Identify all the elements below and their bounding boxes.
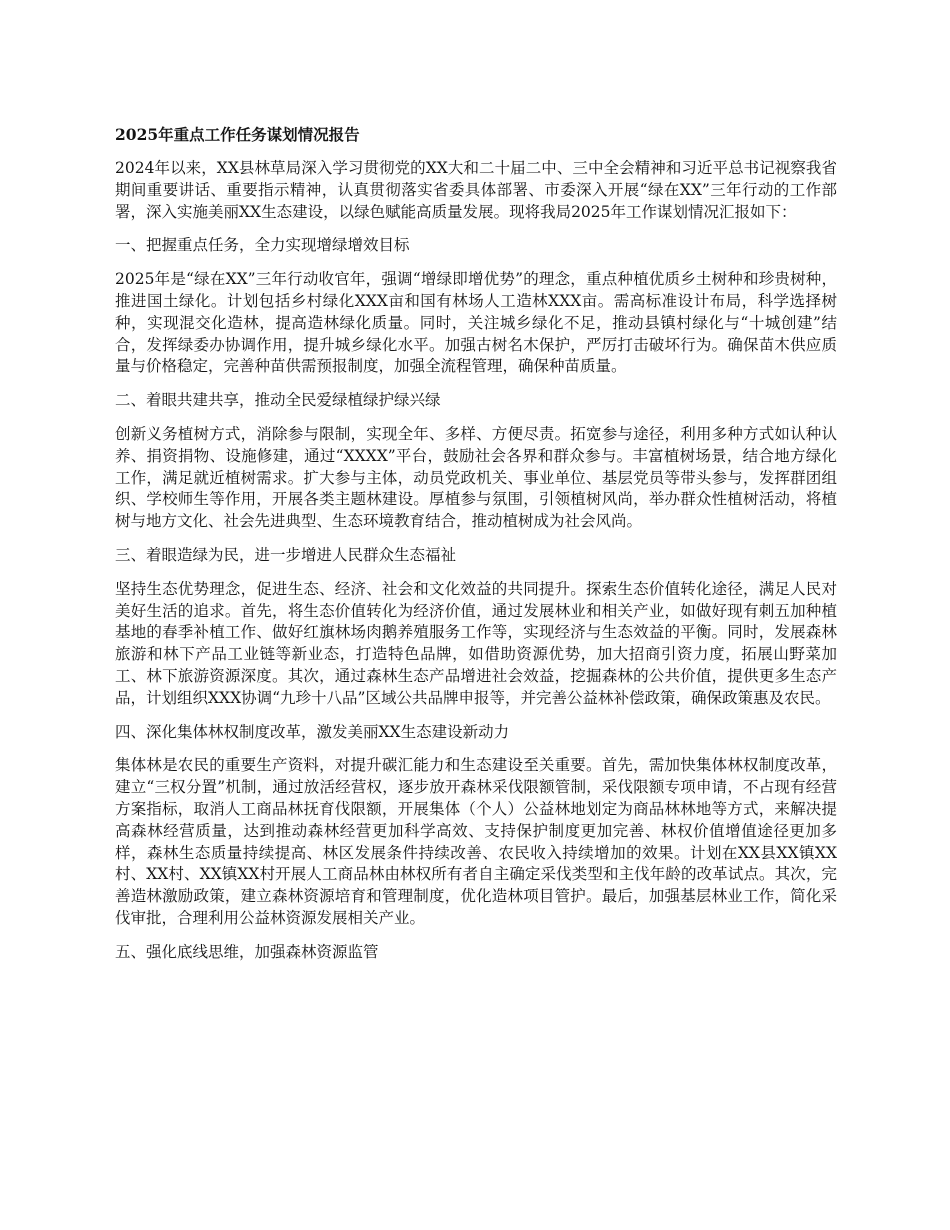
section-3-heading: 三、着眼造绿为民，进一步增进人民群众生态福祉: [115, 545, 457, 564]
document-title: 2025年重点工作任务谋划情况报告: [115, 125, 360, 144]
section-4-body: 集体林是农民的重要生产资料，对提升碳汇能力和生态建设至关重要。首先，需加快集体林权制度改革，建立“三权分置”机制，通过放活经营权，逐步放开森林采伐限额管制，采伐限额专项申请，不占现有经营方案指标，取消人工商品林抚育伐限额，开展集体（个人）公益林地划定为商品林林地等方式，来解决提高森林经营质量，达到推动森林经营更加科学高效、支持保护制度更加完善、林权价值增值途径更加多样，森林生态质量持续提高、林区发展条件持续改善、农民收入持续增加的效果。计划在XX县XX镇XX村、XX村、XX镇XX村开展人工商品林由林权所有者自主确定采伐类型和主伐年龄的改革试点。其次，完善造林激励政策，建立森林资源培育和管理制度，优化造林项目管护。最后，加强基层林业工作，简化采伐审批，合理利用公益林资源发展相关产业。: [115, 756, 837, 927]
section-2-heading: 二、着眼共建共享，推动全民爱绿植绿护绿兴绿: [115, 391, 441, 410]
section-1-heading: 一、把握重点任务，全力实现增绿增效目标: [115, 236, 410, 255]
intro-paragraph: 2024年以来，XX县林草局深入学习贯彻党的XX大和二十届二中、三中全会精神和习近平总书记视察我省期间重要讲话、重要指示精神，认真贯彻落实省委具体部署、市委深入开展“绿在XX”三年行动的工作部署，深入实施美丽XX生态建设，以绿色赋能高质量发展。现将我局2025年工作谋划情况汇报如下：: [115, 159, 837, 221]
section-1-body: 2025年是“绿在XX”三年行动收官年，强调“增绿即增优势”的理念，重点种植优质乡土树种和珍贵树种，推进国土绿化。计划包括乡村绿化XXX亩和国有林场人工造林XXX亩。需高标准设计布局，科学选择树种，实现混交化造林，提高造林绿化质量。同时，关注城乡绿化不足，推动县镇村绿化与“十城创建”结合，发挥绿委办协调作用，提升城乡绿化水平。加强古树名木保护，严厉打击破坏行为。确保苗木供应质量与价格稳定，完善种苗供需预报制度，加强全流程管理，确保种苗质量。: [115, 270, 837, 376]
section-5-heading: 五、强化底线思维，加强森林资源监管: [115, 942, 379, 961]
section-2-body: 创新义务植树方式，消除参与限制，实现全年、多样、方便尽责。拓宽参与途径，利用多种方式如认种认养、捐资捐物、设施修建，通过“XXXX”平台，鼓励社会各界和群众参与。丰富植树场景，结合地方绿化工作，满足就近植树需求。扩大参与主体，动员党政机关、事业单位、基层党员等带头参与，发挥群团组织、学校师生等作用，开展各类主题林建设。厚植参与氛围，引领植树风尚，举办群众性植树活动，将植树与地方文化、社会先进典型、生态环境教育结合，推动植树成为社会风尚。: [115, 424, 837, 531]
section-4-heading: 四、深化集体林权制度改革，激发美丽XX生态建设新动力: [115, 722, 510, 741]
section-3-body: 坚持生态优势理念，促进生态、经济、社会和文化效益的共同提升。探索生态价值转化途径，满足人民对美好生活的追求。首先，将生态价值转化为经济价值，通过发展林业和相关产业，如做好现有刺五加种植基地的春季补植工作、做好红旗林场肉鹅养殖服务工作等，实现经济与生态效益的平衡。同时，发展森林旅游和林下产品工业链等新业态，打造特色品牌，如借助资源优势，加大招商引资力度，拓展山野菜加工、林下旅游资源深度。其次，通过森林生态产品增进社会效益，挖掘森林的公共价值，提供更多生态产品，计划组织XXX协调“九珍十八品”区域公共品牌申报等，并完善公益林补偿政策，确保政策惠及农民。: [115, 579, 837, 707]
document-page: [115, 124, 837, 976]
